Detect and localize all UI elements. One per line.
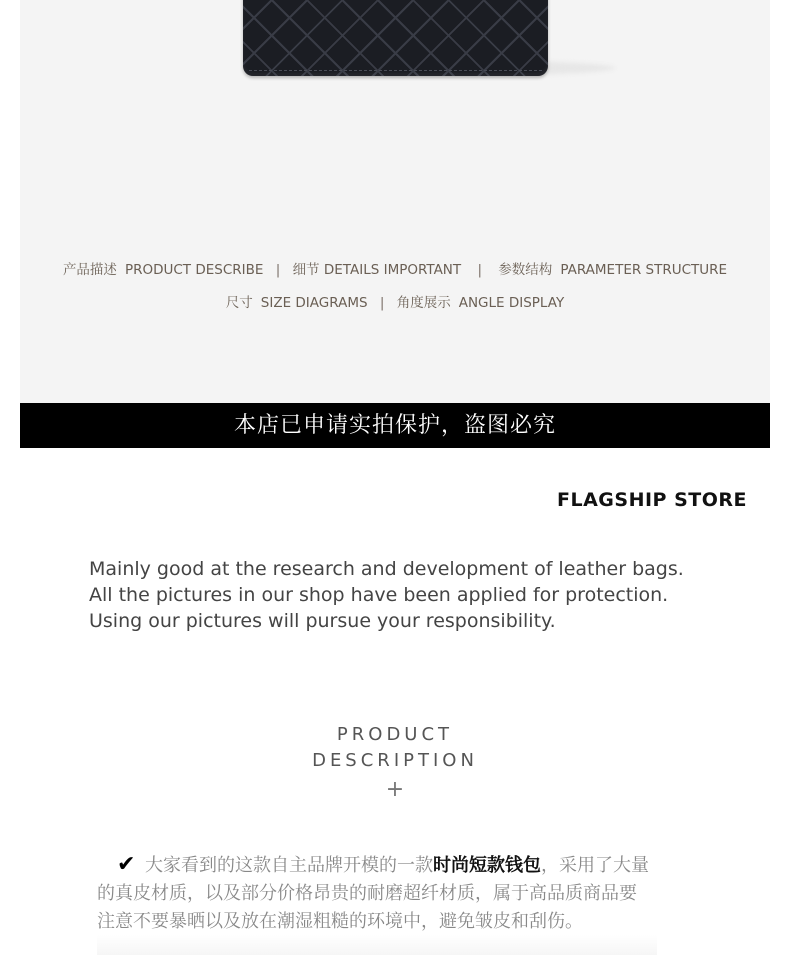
nav-item-label-cn: 产品描述 <box>62 262 117 278</box>
copyright-banner: 本店已申请实拍保护，盗图必究 <box>20 403 770 448</box>
nav-separator: | <box>477 262 483 278</box>
wallet-stitching <box>249 70 542 71</box>
nav-item-label-en: PRODUCT DESCRIBE <box>124 262 264 278</box>
nav-item-size-diagrams[interactable] <box>226 291 368 311</box>
wallet-image <box>243 0 548 76</box>
nav-item-angle-display[interactable] <box>397 291 565 311</box>
description-body <box>97 851 697 936</box>
nav-item-label-cn: 细节 <box>292 262 320 278</box>
nav-item-product-describe[interactable] <box>63 258 263 278</box>
intro-line: All the pictures in our shop have been applied for protection. <box>89 584 669 606</box>
intro-line: Mainly good at the research and development of leather bags. <box>89 558 684 580</box>
section-title-line: DESCRIPTION <box>312 750 478 771</box>
description-line: 的真皮材质，以及部分价格昂贵的耐磨超纤材质，属于高品质商品要 <box>97 883 637 904</box>
nav-item-parameter-structure[interactable] <box>498 258 727 278</box>
bottom-fade <box>97 935 657 955</box>
nav-row-secondary <box>20 291 770 311</box>
description-line <box>97 851 697 880</box>
nav-separator: | <box>275 262 281 278</box>
nav-item-label-en: ANGLE DISPLAY <box>458 295 565 311</box>
product-photo-panel <box>20 0 770 403</box>
section-title <box>0 722 790 774</box>
intro-line: Using our pictures will pursue your responsibility. <box>89 610 556 632</box>
description-highlight: 时尚短款钱包 <box>433 855 541 876</box>
intro-text <box>89 556 684 634</box>
plus-icon: + <box>385 777 405 802</box>
nav-item-label-en: SIZE DIAGRAMS <box>260 295 368 311</box>
description-text: 大家看到的这款自主品牌开模的一款 <box>145 855 433 876</box>
description-line: 注意不要暴晒以及放在潮湿粗糙的环境中，避免皱皮和刮伤。 <box>97 911 583 932</box>
store-label: FLAGSHIP STORE <box>557 489 747 511</box>
nav-item-label-en: PARAMETER STRUCTURE <box>560 262 728 278</box>
nav-item-label-cn: 参数结构 <box>498 262 553 278</box>
checkmark-icon: ✔ <box>117 852 136 877</box>
nav-item-details[interactable] <box>293 258 462 278</box>
section-title-line: PRODUCT <box>336 724 454 745</box>
nav-item-label-cn: 角度展示 <box>396 295 451 311</box>
nav-row-primary <box>20 258 770 278</box>
nav-item-label-en: DETAILS IMPORTANT <box>323 262 462 278</box>
nav-separator: | <box>379 295 385 311</box>
nav-item-label-cn: 尺寸 <box>225 295 253 311</box>
description-text: ，采用了大量 <box>541 855 649 876</box>
